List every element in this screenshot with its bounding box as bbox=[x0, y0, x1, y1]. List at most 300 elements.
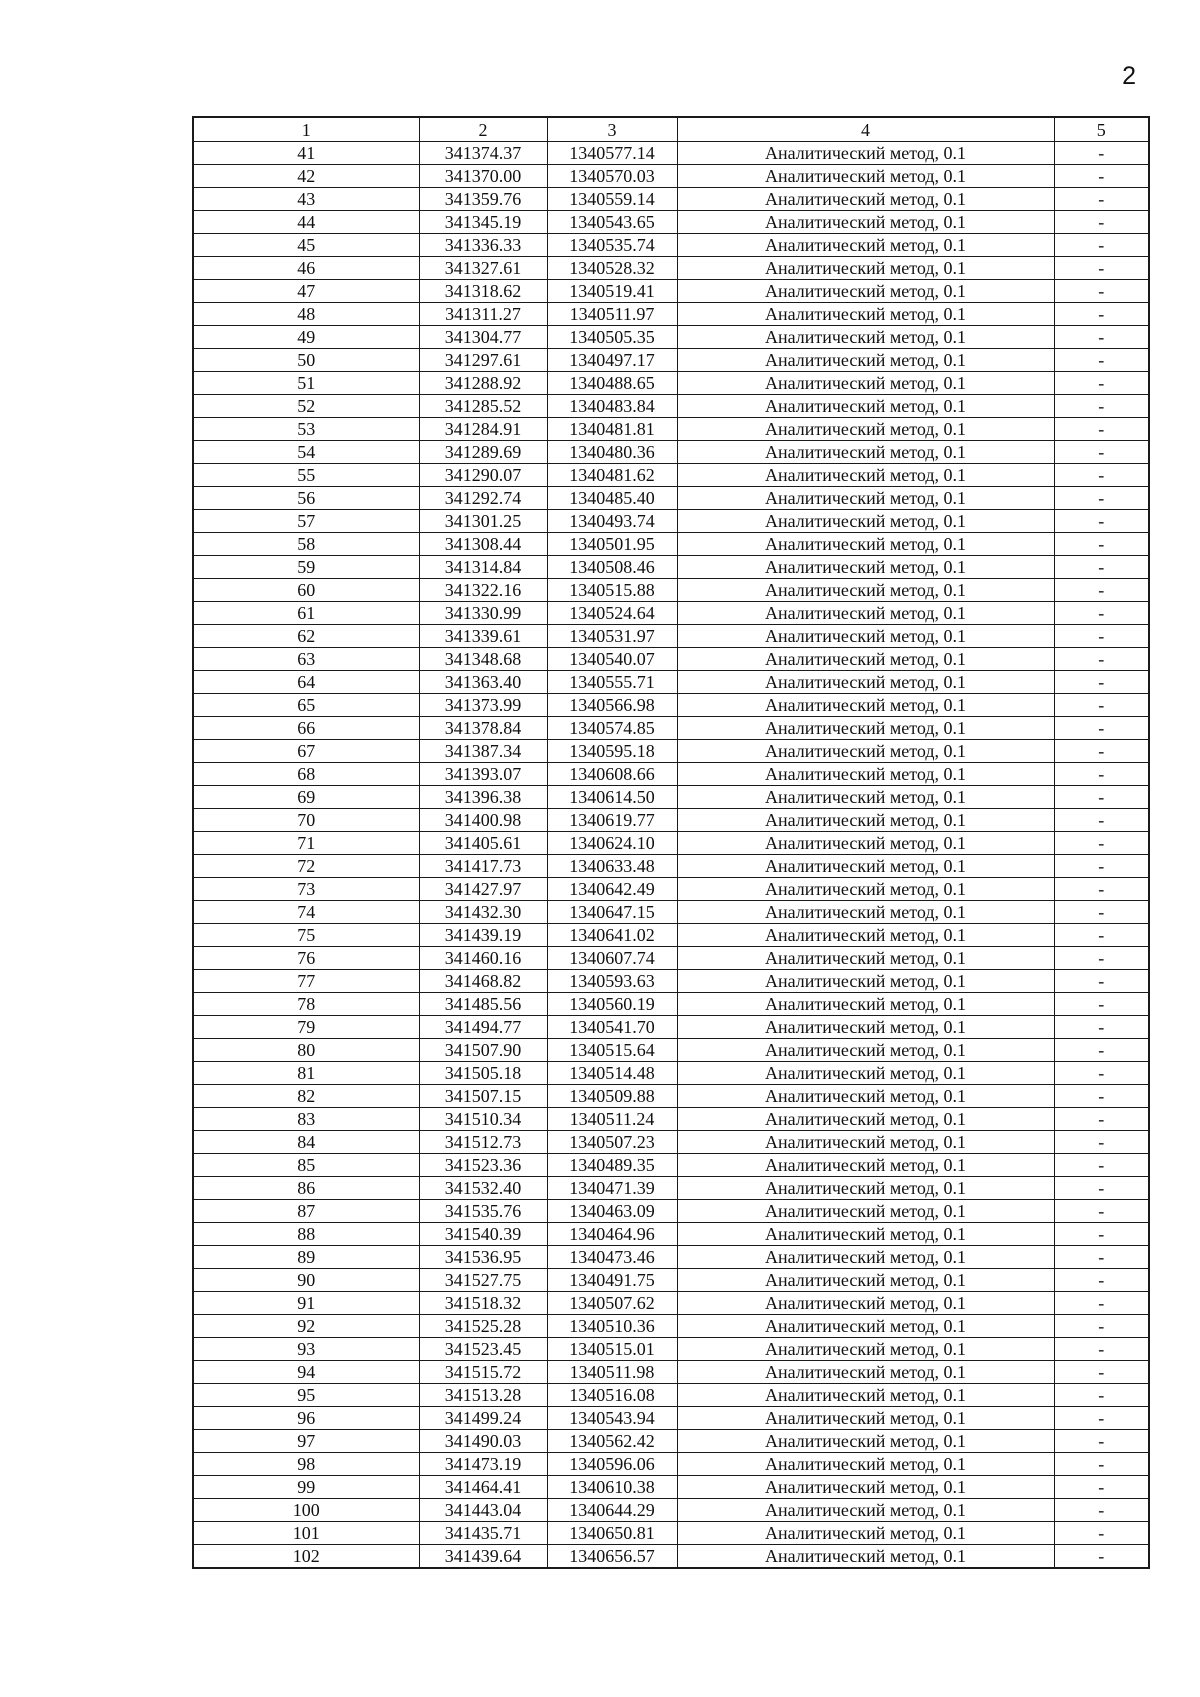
x-coordinate-cell: 341535.76 bbox=[419, 1200, 547, 1223]
y-coordinate-cell: 1340514.48 bbox=[547, 1062, 677, 1085]
method-accuracy-cell: Аналитический метод, 0.1 bbox=[677, 1499, 1054, 1522]
table-row bbox=[193, 1476, 1149, 1499]
method-accuracy-cell: Аналитический метод, 0.1 bbox=[677, 625, 1054, 648]
point-number-cell: 82 bbox=[193, 1085, 419, 1108]
y-coordinate-cell: 1340491.75 bbox=[547, 1269, 677, 1292]
x-coordinate-cell: 341507.15 bbox=[419, 1085, 547, 1108]
method-accuracy-cell: Аналитический метод, 0.1 bbox=[677, 533, 1054, 556]
x-coordinate-cell: 341327.61 bbox=[419, 257, 547, 280]
description-cell: - bbox=[1054, 1200, 1149, 1223]
y-coordinate-cell: 1340647.15 bbox=[547, 901, 677, 924]
description-cell: - bbox=[1054, 326, 1149, 349]
x-coordinate-cell: 341536.95 bbox=[419, 1246, 547, 1269]
method-accuracy-cell: Аналитический метод, 0.1 bbox=[677, 1177, 1054, 1200]
method-accuracy-cell: Аналитический метод, 0.1 bbox=[677, 441, 1054, 464]
table-row bbox=[193, 1016, 1149, 1039]
y-coordinate-cell: 1340488.65 bbox=[547, 372, 677, 395]
point-number-cell: 101 bbox=[193, 1522, 419, 1545]
method-accuracy-cell: Аналитический метод, 0.1 bbox=[677, 1315, 1054, 1338]
point-number-cell: 98 bbox=[193, 1453, 419, 1476]
x-coordinate-cell: 341290.07 bbox=[419, 464, 547, 487]
description-cell: - bbox=[1054, 395, 1149, 418]
description-cell: - bbox=[1054, 188, 1149, 211]
x-coordinate-cell: 341460.16 bbox=[419, 947, 547, 970]
description-cell: - bbox=[1054, 1453, 1149, 1476]
description-cell: - bbox=[1054, 1154, 1149, 1177]
method-accuracy-cell: Аналитический метод, 0.1 bbox=[677, 142, 1054, 165]
table-row bbox=[193, 1131, 1149, 1154]
description-cell: - bbox=[1054, 1407, 1149, 1430]
table-row bbox=[193, 1085, 1149, 1108]
description-cell: - bbox=[1054, 1085, 1149, 1108]
y-coordinate-cell: 1340633.48 bbox=[547, 855, 677, 878]
point-number-cell: 77 bbox=[193, 970, 419, 993]
method-accuracy-cell: Аналитический метод, 0.1 bbox=[677, 1085, 1054, 1108]
table-row bbox=[193, 533, 1149, 556]
x-coordinate-cell: 341494.77 bbox=[419, 1016, 547, 1039]
description-cell: - bbox=[1054, 510, 1149, 533]
x-coordinate-cell: 341540.39 bbox=[419, 1223, 547, 1246]
x-coordinate-cell: 341363.40 bbox=[419, 671, 547, 694]
point-number-cell: 52 bbox=[193, 395, 419, 418]
y-coordinate-cell: 1340507.23 bbox=[547, 1131, 677, 1154]
point-number-cell: 48 bbox=[193, 303, 419, 326]
point-number-cell: 46 bbox=[193, 257, 419, 280]
method-accuracy-cell: Аналитический метод, 0.1 bbox=[677, 1223, 1054, 1246]
description-cell: - bbox=[1054, 1177, 1149, 1200]
point-number-cell: 57 bbox=[193, 510, 419, 533]
method-accuracy-cell: Аналитический метод, 0.1 bbox=[677, 786, 1054, 809]
table-row bbox=[193, 1522, 1149, 1545]
y-coordinate-cell: 1340511.98 bbox=[547, 1361, 677, 1384]
description-cell: - bbox=[1054, 1430, 1149, 1453]
description-cell: - bbox=[1054, 694, 1149, 717]
method-accuracy-cell: Аналитический метод, 0.1 bbox=[677, 556, 1054, 579]
x-coordinate-cell: 341387.34 bbox=[419, 740, 547, 763]
table-row bbox=[193, 947, 1149, 970]
point-number-cell: 45 bbox=[193, 234, 419, 257]
table-row bbox=[193, 395, 1149, 418]
y-coordinate-cell: 1340515.64 bbox=[547, 1039, 677, 1062]
y-coordinate-cell: 1340481.62 bbox=[547, 464, 677, 487]
description-cell: - bbox=[1054, 625, 1149, 648]
description-cell: - bbox=[1054, 740, 1149, 763]
coordinates-table-container bbox=[192, 116, 1148, 1569]
table-row bbox=[193, 602, 1149, 625]
description-cell: - bbox=[1054, 924, 1149, 947]
method-accuracy-cell: Аналитический метод, 0.1 bbox=[677, 1545, 1054, 1569]
table-row bbox=[193, 349, 1149, 372]
description-cell: - bbox=[1054, 211, 1149, 234]
y-coordinate-cell: 1340480.36 bbox=[547, 441, 677, 464]
y-coordinate-cell: 1340560.19 bbox=[547, 993, 677, 1016]
y-coordinate-cell: 1340535.74 bbox=[547, 234, 677, 257]
x-coordinate-cell: 341304.77 bbox=[419, 326, 547, 349]
table-header bbox=[193, 117, 1149, 142]
x-coordinate-cell: 341297.61 bbox=[419, 349, 547, 372]
point-number-cell: 74 bbox=[193, 901, 419, 924]
x-coordinate-cell: 341285.52 bbox=[419, 395, 547, 418]
description-cell: - bbox=[1054, 556, 1149, 579]
point-number-cell: 63 bbox=[193, 648, 419, 671]
x-coordinate-cell: 341525.28 bbox=[419, 1315, 547, 1338]
method-accuracy-cell: Аналитический метод, 0.1 bbox=[677, 579, 1054, 602]
y-coordinate-cell: 1340507.62 bbox=[547, 1292, 677, 1315]
point-number-cell: 42 bbox=[193, 165, 419, 188]
description-cell: - bbox=[1054, 1062, 1149, 1085]
point-number-cell: 86 bbox=[193, 1177, 419, 1200]
description-cell: - bbox=[1054, 533, 1149, 556]
y-coordinate-cell: 1340595.18 bbox=[547, 740, 677, 763]
description-cell: - bbox=[1054, 901, 1149, 924]
method-accuracy-cell: Аналитический метод, 0.1 bbox=[677, 694, 1054, 717]
point-number-cell: 92 bbox=[193, 1315, 419, 1338]
table-row bbox=[193, 1200, 1149, 1223]
point-number-cell: 55 bbox=[193, 464, 419, 487]
y-coordinate-cell: 1340610.38 bbox=[547, 1476, 677, 1499]
method-accuracy-cell: Аналитический метод, 0.1 bbox=[677, 1453, 1054, 1476]
description-cell: - bbox=[1054, 993, 1149, 1016]
point-number-cell: 76 bbox=[193, 947, 419, 970]
x-coordinate-cell: 341527.75 bbox=[419, 1269, 547, 1292]
point-number-cell: 43 bbox=[193, 188, 419, 211]
description-cell: - bbox=[1054, 418, 1149, 441]
description-cell: - bbox=[1054, 372, 1149, 395]
y-coordinate-cell: 1340624.10 bbox=[547, 832, 677, 855]
method-accuracy-cell: Аналитический метод, 0.1 bbox=[677, 418, 1054, 441]
table-row bbox=[193, 234, 1149, 257]
method-accuracy-cell: Аналитический метод, 0.1 bbox=[677, 395, 1054, 418]
y-coordinate-cell: 1340511.24 bbox=[547, 1108, 677, 1131]
description-cell: - bbox=[1054, 1108, 1149, 1131]
point-number-cell: 62 bbox=[193, 625, 419, 648]
y-coordinate-cell: 1340515.88 bbox=[547, 579, 677, 602]
point-number-cell: 64 bbox=[193, 671, 419, 694]
y-coordinate-cell: 1340574.85 bbox=[547, 717, 677, 740]
x-coordinate-cell: 341378.84 bbox=[419, 717, 547, 740]
x-coordinate-cell: 341330.99 bbox=[419, 602, 547, 625]
method-accuracy-cell: Аналитический метод, 0.1 bbox=[677, 1246, 1054, 1269]
method-accuracy-cell: Аналитический метод, 0.1 bbox=[677, 878, 1054, 901]
method-accuracy-cell: Аналитический метод, 0.1 bbox=[677, 1361, 1054, 1384]
description-cell: - bbox=[1054, 855, 1149, 878]
description-cell: - bbox=[1054, 1016, 1149, 1039]
description-cell: - bbox=[1054, 1499, 1149, 1522]
x-coordinate-cell: 341473.19 bbox=[419, 1453, 547, 1476]
y-coordinate-cell: 1340471.39 bbox=[547, 1177, 677, 1200]
description-cell: - bbox=[1054, 165, 1149, 188]
y-coordinate-cell: 1340566.98 bbox=[547, 694, 677, 717]
point-number-cell: 54 bbox=[193, 441, 419, 464]
point-number-cell: 61 bbox=[193, 602, 419, 625]
description-cell: - bbox=[1054, 1315, 1149, 1338]
point-number-cell: 50 bbox=[193, 349, 419, 372]
y-coordinate-cell: 1340493.74 bbox=[547, 510, 677, 533]
description-cell: - bbox=[1054, 1338, 1149, 1361]
point-number-cell: 47 bbox=[193, 280, 419, 303]
point-number-cell: 79 bbox=[193, 1016, 419, 1039]
point-number-cell: 71 bbox=[193, 832, 419, 855]
table-row bbox=[193, 970, 1149, 993]
page-number: 2 bbox=[1122, 62, 1136, 90]
description-cell: - bbox=[1054, 280, 1149, 303]
method-accuracy-cell: Аналитический метод, 0.1 bbox=[677, 947, 1054, 970]
table-row bbox=[193, 464, 1149, 487]
x-coordinate-cell: 341348.68 bbox=[419, 648, 547, 671]
method-accuracy-cell: Аналитический метод, 0.1 bbox=[677, 1384, 1054, 1407]
method-accuracy-cell: Аналитический метод, 0.1 bbox=[677, 1016, 1054, 1039]
column-header-4: 4 bbox=[677, 117, 1054, 142]
table-row bbox=[193, 556, 1149, 579]
table-row bbox=[193, 878, 1149, 901]
y-coordinate-cell: 1340531.97 bbox=[547, 625, 677, 648]
x-coordinate-cell: 341284.91 bbox=[419, 418, 547, 441]
x-coordinate-cell: 341314.84 bbox=[419, 556, 547, 579]
description-cell: - bbox=[1054, 1522, 1149, 1545]
x-coordinate-cell: 341439.64 bbox=[419, 1545, 547, 1569]
point-number-cell: 96 bbox=[193, 1407, 419, 1430]
x-coordinate-cell: 341523.36 bbox=[419, 1154, 547, 1177]
description-cell: - bbox=[1054, 234, 1149, 257]
table-row bbox=[193, 280, 1149, 303]
x-coordinate-cell: 341288.92 bbox=[419, 372, 547, 395]
description-cell: - bbox=[1054, 464, 1149, 487]
table-row bbox=[193, 1177, 1149, 1200]
method-accuracy-cell: Аналитический метод, 0.1 bbox=[677, 487, 1054, 510]
x-coordinate-cell: 341322.16 bbox=[419, 579, 547, 602]
method-accuracy-cell: Аналитический метод, 0.1 bbox=[677, 1269, 1054, 1292]
x-coordinate-cell: 341439.19 bbox=[419, 924, 547, 947]
table-row bbox=[193, 1384, 1149, 1407]
method-accuracy-cell: Аналитический метод, 0.1 bbox=[677, 855, 1054, 878]
x-coordinate-cell: 341373.99 bbox=[419, 694, 547, 717]
table-row bbox=[193, 303, 1149, 326]
table-row bbox=[193, 441, 1149, 464]
x-coordinate-cell: 341370.00 bbox=[419, 165, 547, 188]
x-coordinate-cell: 341532.40 bbox=[419, 1177, 547, 1200]
x-coordinate-cell: 341374.37 bbox=[419, 142, 547, 165]
y-coordinate-cell: 1340509.88 bbox=[547, 1085, 677, 1108]
y-coordinate-cell: 1340505.35 bbox=[547, 326, 677, 349]
method-accuracy-cell: Аналитический метод, 0.1 bbox=[677, 257, 1054, 280]
point-number-cell: 87 bbox=[193, 1200, 419, 1223]
y-coordinate-cell: 1340481.81 bbox=[547, 418, 677, 441]
description-cell: - bbox=[1054, 1269, 1149, 1292]
method-accuracy-cell: Аналитический метод, 0.1 bbox=[677, 1131, 1054, 1154]
description-cell: - bbox=[1054, 1476, 1149, 1499]
x-coordinate-cell: 341311.27 bbox=[419, 303, 547, 326]
y-coordinate-cell: 1340489.35 bbox=[547, 1154, 677, 1177]
y-coordinate-cell: 1340619.77 bbox=[547, 809, 677, 832]
table-row bbox=[193, 1545, 1149, 1569]
x-coordinate-cell: 341490.03 bbox=[419, 1430, 547, 1453]
x-coordinate-cell: 341345.19 bbox=[419, 211, 547, 234]
y-coordinate-cell: 1340485.40 bbox=[547, 487, 677, 510]
x-coordinate-cell: 341468.82 bbox=[419, 970, 547, 993]
table-row bbox=[193, 717, 1149, 740]
point-number-cell: 95 bbox=[193, 1384, 419, 1407]
method-accuracy-cell: Аналитический метод, 0.1 bbox=[677, 372, 1054, 395]
method-accuracy-cell: Аналитический метод, 0.1 bbox=[677, 671, 1054, 694]
point-number-cell: 99 bbox=[193, 1476, 419, 1499]
description-cell: - bbox=[1054, 763, 1149, 786]
table-row bbox=[193, 1453, 1149, 1476]
description-cell: - bbox=[1054, 1223, 1149, 1246]
y-coordinate-cell: 1340570.03 bbox=[547, 165, 677, 188]
description-cell: - bbox=[1054, 602, 1149, 625]
x-coordinate-cell: 341405.61 bbox=[419, 832, 547, 855]
table-row bbox=[193, 671, 1149, 694]
point-number-cell: 91 bbox=[193, 1292, 419, 1315]
x-coordinate-cell: 341432.30 bbox=[419, 901, 547, 924]
point-number-cell: 67 bbox=[193, 740, 419, 763]
description-cell: - bbox=[1054, 1292, 1149, 1315]
table-row bbox=[193, 487, 1149, 510]
method-accuracy-cell: Аналитический метод, 0.1 bbox=[677, 349, 1054, 372]
table-row bbox=[193, 809, 1149, 832]
method-accuracy-cell: Аналитический метод, 0.1 bbox=[677, 211, 1054, 234]
table-row bbox=[193, 1338, 1149, 1361]
table-row bbox=[193, 1269, 1149, 1292]
method-accuracy-cell: Аналитический метод, 0.1 bbox=[677, 1338, 1054, 1361]
description-cell: - bbox=[1054, 1361, 1149, 1384]
y-coordinate-cell: 1340543.65 bbox=[547, 211, 677, 234]
table-row bbox=[193, 188, 1149, 211]
coordinates-table bbox=[192, 116, 1150, 1569]
point-number-cell: 68 bbox=[193, 763, 419, 786]
y-coordinate-cell: 1340614.50 bbox=[547, 786, 677, 809]
table-row bbox=[193, 993, 1149, 1016]
method-accuracy-cell: Аналитический метод, 0.1 bbox=[677, 648, 1054, 671]
table-row bbox=[193, 1292, 1149, 1315]
table-row bbox=[193, 1223, 1149, 1246]
x-coordinate-cell: 341510.34 bbox=[419, 1108, 547, 1131]
point-number-cell: 66 bbox=[193, 717, 419, 740]
table-row bbox=[193, 211, 1149, 234]
description-cell: - bbox=[1054, 487, 1149, 510]
y-coordinate-cell: 1340562.42 bbox=[547, 1430, 677, 1453]
x-coordinate-cell: 341507.90 bbox=[419, 1039, 547, 1062]
description-cell: - bbox=[1054, 1246, 1149, 1269]
column-header-2: 2 bbox=[419, 117, 547, 142]
y-coordinate-cell: 1340497.17 bbox=[547, 349, 677, 372]
table-row bbox=[193, 694, 1149, 717]
method-accuracy-cell: Аналитический метод, 0.1 bbox=[677, 832, 1054, 855]
y-coordinate-cell: 1340528.32 bbox=[547, 257, 677, 280]
table-body bbox=[193, 142, 1149, 1569]
method-accuracy-cell: Аналитический метод, 0.1 bbox=[677, 326, 1054, 349]
y-coordinate-cell: 1340541.70 bbox=[547, 1016, 677, 1039]
table-row bbox=[193, 579, 1149, 602]
point-number-cell: 70 bbox=[193, 809, 419, 832]
table-row bbox=[193, 1430, 1149, 1453]
table-row bbox=[193, 1062, 1149, 1085]
description-cell: - bbox=[1054, 832, 1149, 855]
method-accuracy-cell: Аналитический метод, 0.1 bbox=[677, 1292, 1054, 1315]
description-cell: - bbox=[1054, 1384, 1149, 1407]
point-number-cell: 72 bbox=[193, 855, 419, 878]
x-coordinate-cell: 341339.61 bbox=[419, 625, 547, 648]
table-row bbox=[193, 786, 1149, 809]
method-accuracy-cell: Аналитический метод, 0.1 bbox=[677, 234, 1054, 257]
method-accuracy-cell: Аналитический метод, 0.1 bbox=[677, 717, 1054, 740]
y-coordinate-cell: 1340644.29 bbox=[547, 1499, 677, 1522]
x-coordinate-cell: 341292.74 bbox=[419, 487, 547, 510]
y-coordinate-cell: 1340501.95 bbox=[547, 533, 677, 556]
y-coordinate-cell: 1340463.09 bbox=[547, 1200, 677, 1223]
method-accuracy-cell: Аналитический метод, 0.1 bbox=[677, 602, 1054, 625]
x-coordinate-cell: 341308.44 bbox=[419, 533, 547, 556]
y-coordinate-cell: 1340656.57 bbox=[547, 1545, 677, 1569]
description-cell: - bbox=[1054, 1039, 1149, 1062]
y-coordinate-cell: 1340641.02 bbox=[547, 924, 677, 947]
x-coordinate-cell: 341301.25 bbox=[419, 510, 547, 533]
method-accuracy-cell: Аналитический метод, 0.1 bbox=[677, 1154, 1054, 1177]
column-header-5: 5 bbox=[1054, 117, 1149, 142]
column-header-3: 3 bbox=[547, 117, 677, 142]
method-accuracy-cell: Аналитический метод, 0.1 bbox=[677, 740, 1054, 763]
description-cell: - bbox=[1054, 579, 1149, 602]
method-accuracy-cell: Аналитический метод, 0.1 bbox=[677, 1522, 1054, 1545]
description-cell: - bbox=[1054, 257, 1149, 280]
table-row bbox=[193, 418, 1149, 441]
description-cell: - bbox=[1054, 648, 1149, 671]
y-coordinate-cell: 1340596.06 bbox=[547, 1453, 677, 1476]
point-number-cell: 78 bbox=[193, 993, 419, 1016]
x-coordinate-cell: 341518.32 bbox=[419, 1292, 547, 1315]
x-coordinate-cell: 341515.72 bbox=[419, 1361, 547, 1384]
table-row bbox=[193, 326, 1149, 349]
table-row bbox=[193, 1108, 1149, 1131]
table-row bbox=[193, 372, 1149, 395]
table-row bbox=[193, 1154, 1149, 1177]
table-row bbox=[193, 763, 1149, 786]
column-header-1: 1 bbox=[193, 117, 419, 142]
table-row bbox=[193, 855, 1149, 878]
x-coordinate-cell: 341393.07 bbox=[419, 763, 547, 786]
x-coordinate-cell: 341427.97 bbox=[419, 878, 547, 901]
point-number-cell: 84 bbox=[193, 1131, 419, 1154]
table-row bbox=[193, 510, 1149, 533]
table-row bbox=[193, 1407, 1149, 1430]
point-number-cell: 65 bbox=[193, 694, 419, 717]
table-row bbox=[193, 924, 1149, 947]
table-row bbox=[193, 165, 1149, 188]
x-coordinate-cell: 341485.56 bbox=[419, 993, 547, 1016]
table-row bbox=[193, 625, 1149, 648]
y-coordinate-cell: 1340650.81 bbox=[547, 1522, 677, 1545]
y-coordinate-cell: 1340510.36 bbox=[547, 1315, 677, 1338]
point-number-cell: 97 bbox=[193, 1430, 419, 1453]
table-row bbox=[193, 901, 1149, 924]
x-coordinate-cell: 341400.98 bbox=[419, 809, 547, 832]
description-cell: - bbox=[1054, 786, 1149, 809]
method-accuracy-cell: Аналитический метод, 0.1 bbox=[677, 1407, 1054, 1430]
point-number-cell: 88 bbox=[193, 1223, 419, 1246]
point-number-cell: 93 bbox=[193, 1338, 419, 1361]
description-cell: - bbox=[1054, 303, 1149, 326]
x-coordinate-cell: 341523.45 bbox=[419, 1338, 547, 1361]
point-number-cell: 51 bbox=[193, 372, 419, 395]
table-row bbox=[193, 142, 1149, 165]
y-coordinate-cell: 1340473.46 bbox=[547, 1246, 677, 1269]
description-cell: - bbox=[1054, 809, 1149, 832]
x-coordinate-cell: 341499.24 bbox=[419, 1407, 547, 1430]
method-accuracy-cell: Аналитический метод, 0.1 bbox=[677, 1062, 1054, 1085]
x-coordinate-cell: 341512.73 bbox=[419, 1131, 547, 1154]
table-row bbox=[193, 832, 1149, 855]
description-cell: - bbox=[1054, 142, 1149, 165]
